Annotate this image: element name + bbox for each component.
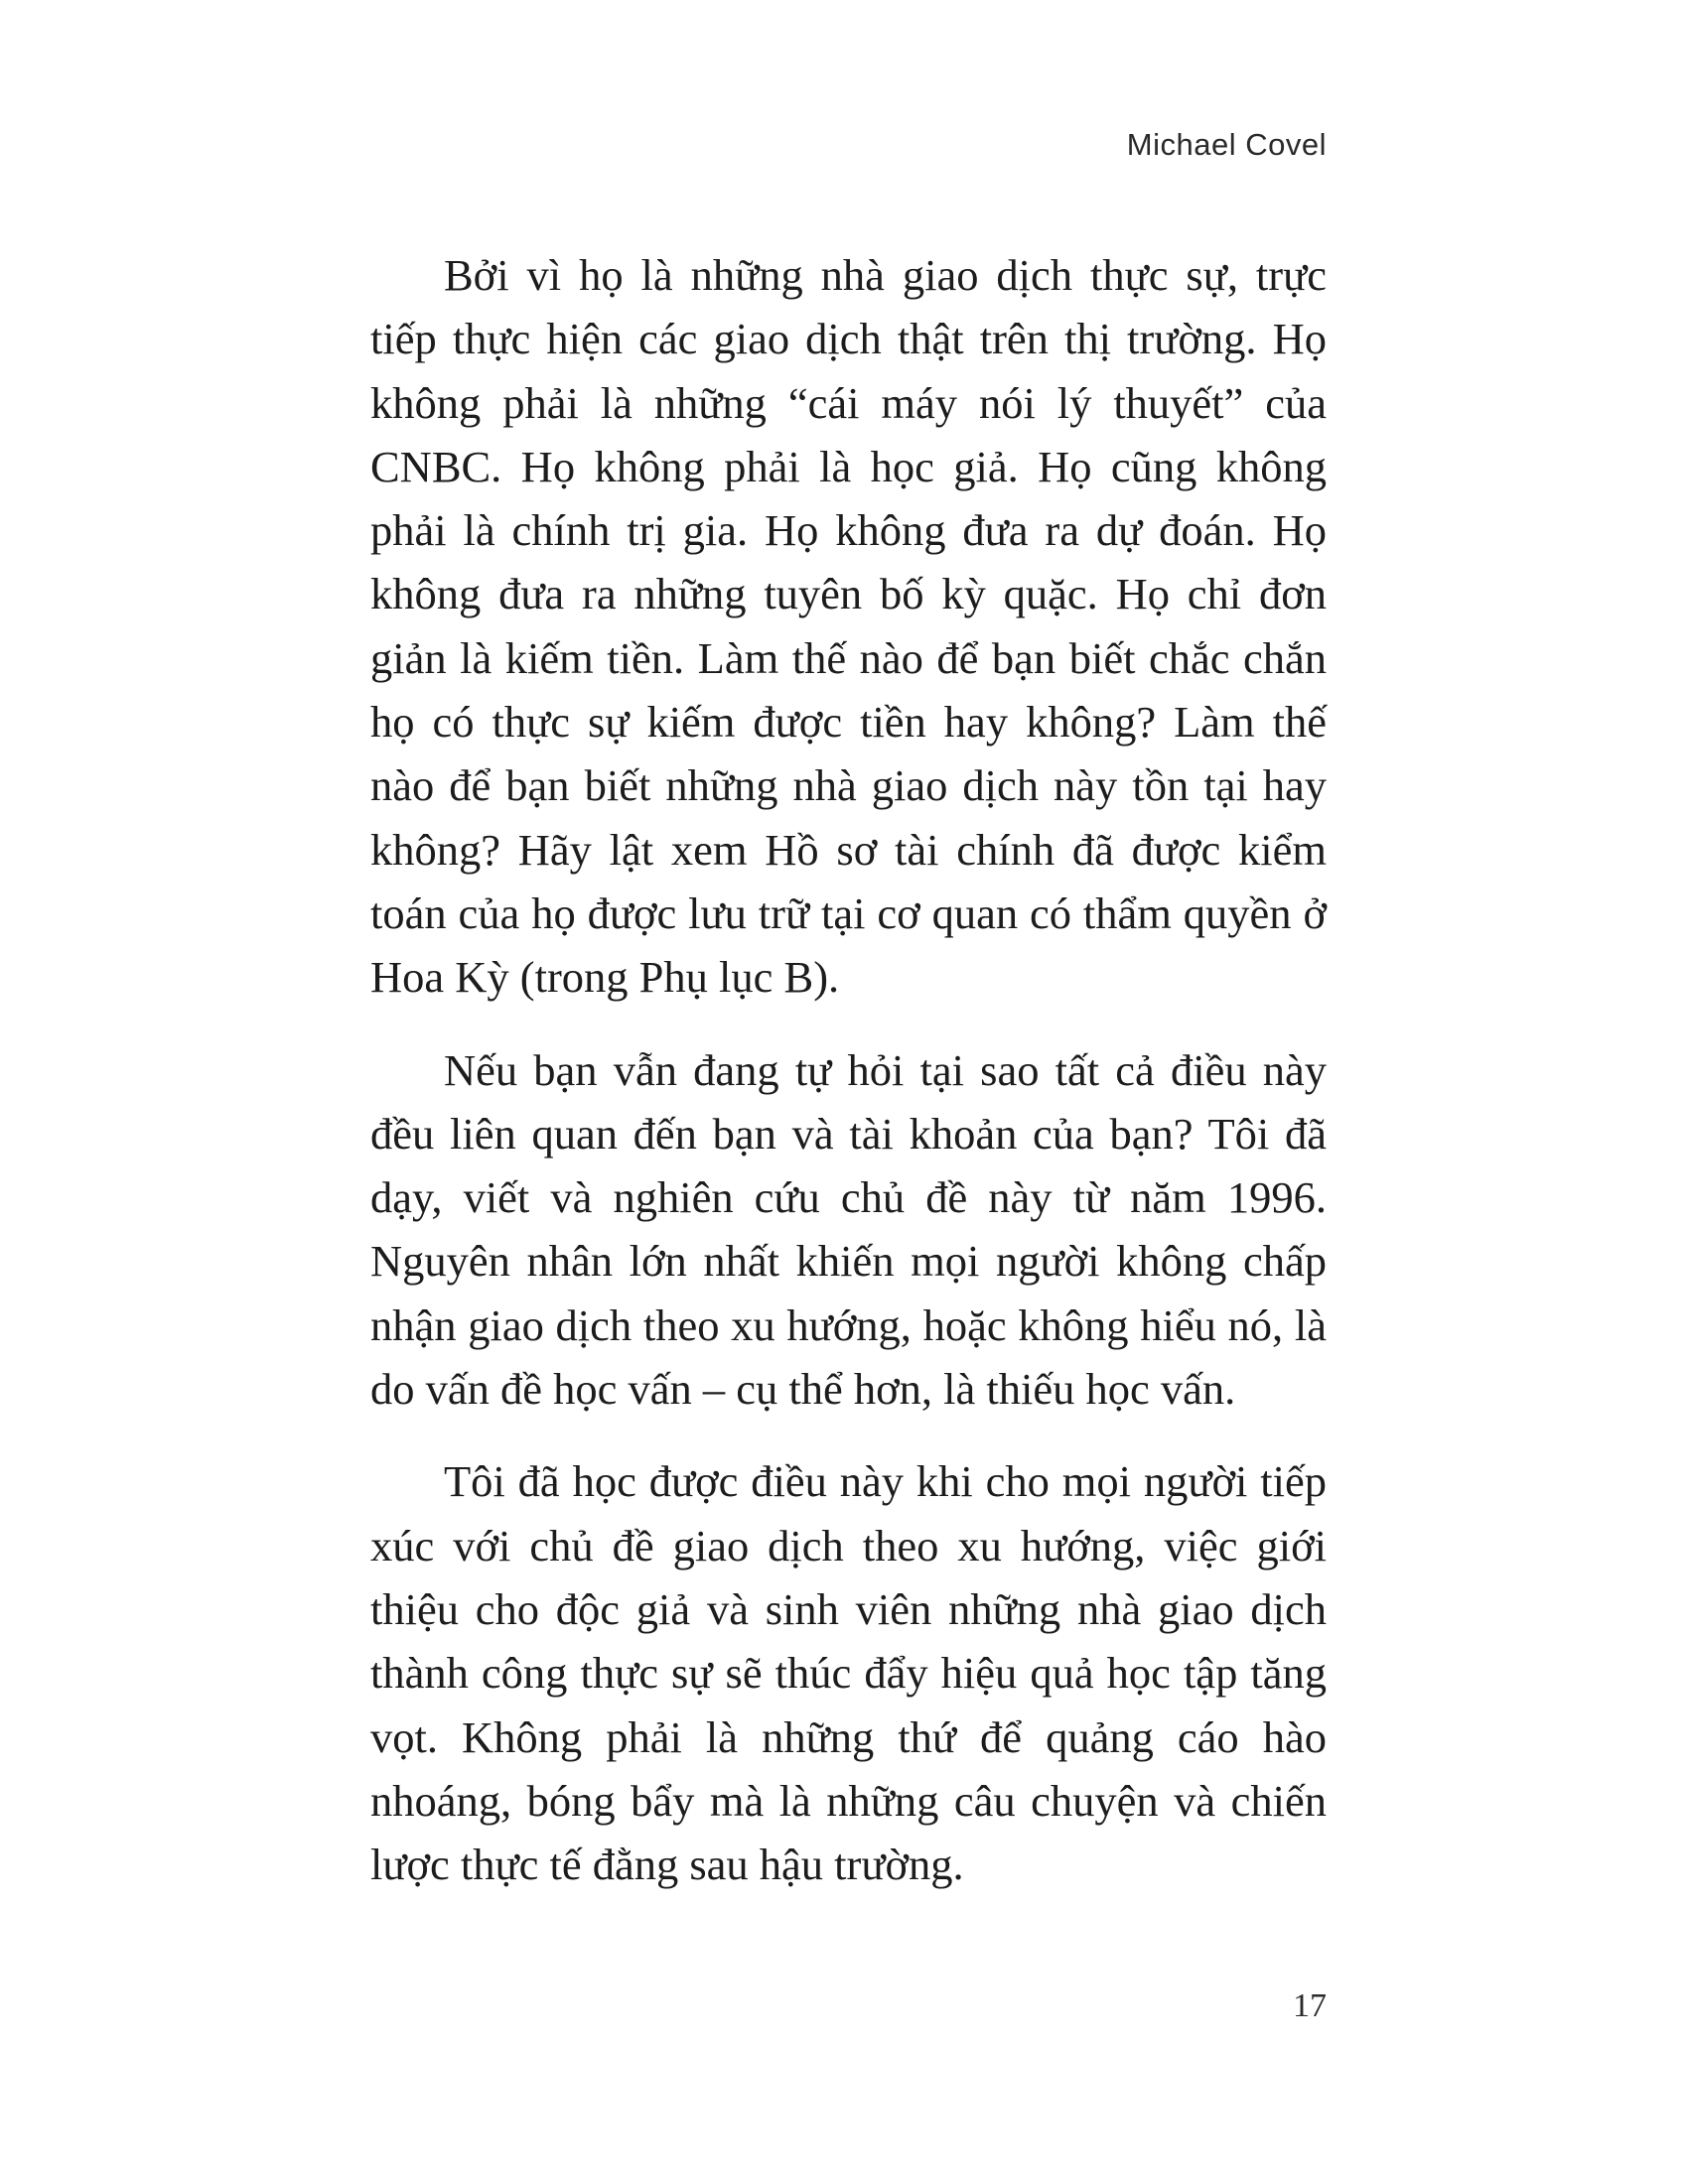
paragraph-2: Nếu bạn vẫn đang tự hỏi tại sao tất cả điều này đều liên quan đến bạn và tài khoản của bạn? Tôi đã dạy, viết và nghiên cứu chủ đề này từ năm 1996. Nguyên nhân lớn nhất khiến mọi người không chấp nhận giao dịch theo xu hướng, hoặc không hiểu nó, là do vấn đề học vấn – cụ thể hơn, là thiếu học vấn.: [370, 1044, 1327, 1415]
running-header-author: Michael Covel: [1126, 127, 1327, 162]
paragraph-1: Bởi vì họ là những nhà giao dịch thực sự, trực tiếp thực hiện các giao dịch thật trên thị trường. Họ không phải là những “cái máy nói lý thuyết” của CNBC. Họ không phải là học giả. Họ cũng không phải là chính trị gia. Họ không đưa ra dự đoán. Họ không đưa ra những tuyên bố kỳ quặc. Họ chỉ đơn giản là kiếm tiền. Làm thế nào để bạn biết chắc chắn họ có thực sự kiếm được tiền hay không? Làm thế nào để bạn biết những nhà giao dịch này tồn tại hay không? Hãy lật xem Hồ sơ tài chính đã được kiểm toán của họ được lưu trữ tại cơ quan có thẩm quyền ở Hoa Kỳ (trong Phụ lục B).: [370, 250, 1327, 1003]
body-text: [370, 243, 1327, 1925]
page-number: 17: [1293, 1987, 1327, 2024]
paragraph-3: Tôi đã học được điều này khi cho mọi người tiếp xúc với chủ đề giao dịch theo xu hướng, việc giới thiệu cho độc giả và sinh viên những nhà giao dịch thành công thực sự sẽ thúc đẩy hiệu quả học tập tăng vọt. Không phải là những thứ để quảng cáo hào nhoáng, bóng bẩy mà là những câu chuyện và chiến lược thực tế đằng sau hậu trường.: [370, 1456, 1327, 1890]
